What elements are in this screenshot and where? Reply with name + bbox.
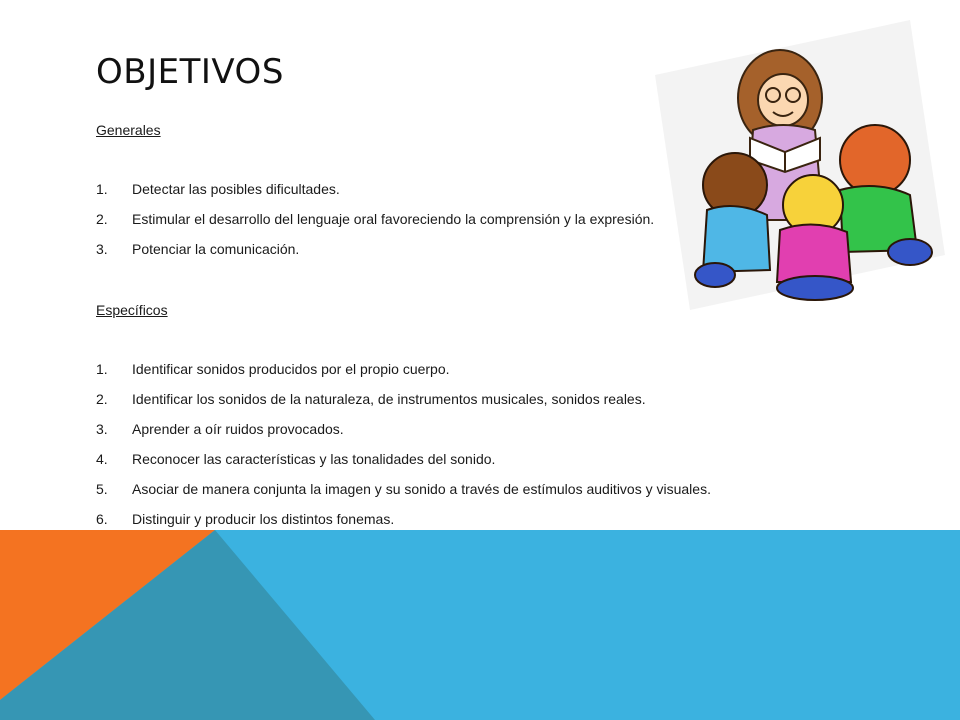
especificos-heading: Específicos (96, 302, 168, 318)
item-text: Identificar sonidos producidos por el propio cuerpo. (132, 361, 450, 377)
item-text: Identificar los sonidos de la naturaleza, de instrumentos musicales, sonidos reales. (132, 391, 646, 407)
list-item (96, 414, 711, 444)
item-text: Aprender a oír ruidos provocados. (132, 421, 344, 437)
list-item (96, 474, 711, 504)
list-item (96, 444, 711, 474)
item-number: 3. (96, 241, 108, 257)
especificos-list (96, 354, 711, 534)
item-number: 1. (96, 361, 108, 377)
item-text: Potenciar la comunicación. (132, 241, 300, 257)
list-item (96, 354, 711, 384)
item-text: Reconocer las características y las tonalidades del sonido. (132, 451, 496, 467)
item-text: Distinguir y producir los distintos fonemas. (132, 511, 395, 527)
list-item (96, 174, 654, 204)
generales-heading: Generales (96, 122, 161, 138)
item-number: 1. (96, 181, 108, 197)
item-number: 2. (96, 211, 108, 227)
generales-list (96, 174, 654, 264)
list-item (96, 384, 711, 414)
item-number: 6. (96, 511, 108, 527)
item-text: Asociar de manera conjunta la imagen y su sonido a través de estímulos auditivos y visuales. (132, 481, 711, 497)
item-number: 2. (96, 391, 108, 407)
item-text: Detectar las posibles dificultades. (132, 181, 340, 197)
teacher-reading-to-children-icon (655, 20, 945, 310)
item-number: 5. (96, 481, 108, 497)
footer-decoration (0, 530, 960, 720)
slide-title: OBJETIVOS (96, 52, 284, 92)
list-item (96, 234, 654, 264)
item-number: 4. (96, 451, 108, 467)
item-number: 3. (96, 421, 108, 437)
list-item (96, 204, 654, 234)
item-text: Estimular el desarrollo del lenguaje oral favoreciendo la comprensión y la expresión. (132, 211, 655, 227)
